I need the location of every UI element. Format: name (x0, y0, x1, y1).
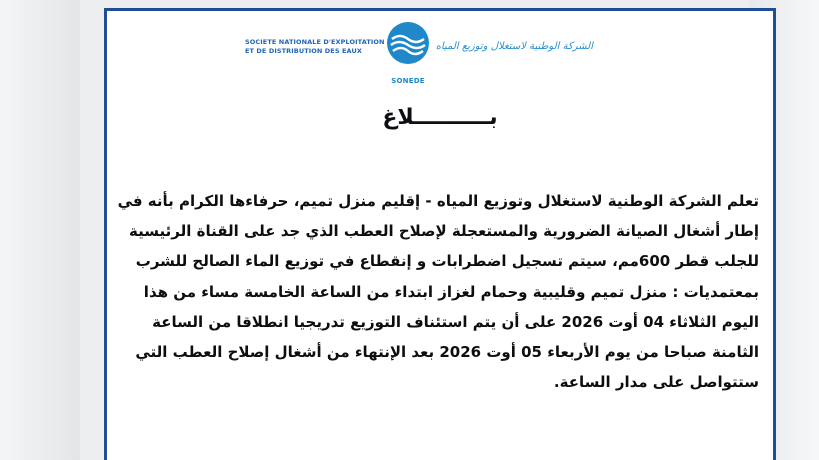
notice-line: تعلم الشركة الوطنية لاستغلال وتوزيع المياه - إقليم منزل تميم، حرفاءها الكرام بأنه في (117, 192, 759, 210)
notice-line: إطار أشغال الصيانة الضرورية والمستعجلة لإصلاح العطب الذي جد على القناة الرئيسية (129, 222, 759, 241)
letterhead (107, 11, 773, 101)
notice-body (117, 186, 759, 397)
notice-line: الثامنة صباحا من يوم الأربعاء 05 أوت 2026 بعد الإنتهاء من أشغال إصلاح العطب التي (135, 342, 759, 361)
background-left (0, 0, 80, 460)
company-name-arabic: الشركة الوطنية لاستغلال وتوزيع المياه (435, 41, 593, 52)
company-name-french (245, 38, 395, 56)
notice-card (104, 8, 776, 460)
notice-line: بمعتمديات : منزل تميم وقليبية وحمام لغزاز ابتداء من الساعة الخامسة مساء من هذا (143, 282, 759, 301)
notice-title: بــــــــــلاغ (382, 105, 498, 130)
sonede-logo-icon (386, 19, 430, 81)
company-name-french-line2: ET DE DISTRIBUTION DES EAUX (245, 47, 362, 55)
notice-line: للجلب قطر 600مم، سيتم تسجيل اضطرابات و إنقطاع في توزيع الماء الصالح للشرب (135, 252, 759, 271)
notice-line: ستتواصل على مدار الساعة. (553, 373, 759, 392)
company-name-french-line1: SOCIETE NATIONALE D'EXPLOITATION (245, 38, 385, 46)
logo-text: SONEDE (391, 77, 425, 85)
notice-line: اليوم الثلاثاء 04 أوت 2026 على أن يتم استئناف التوزيع تدريجيا انطلاقا من الساعة (152, 312, 759, 331)
